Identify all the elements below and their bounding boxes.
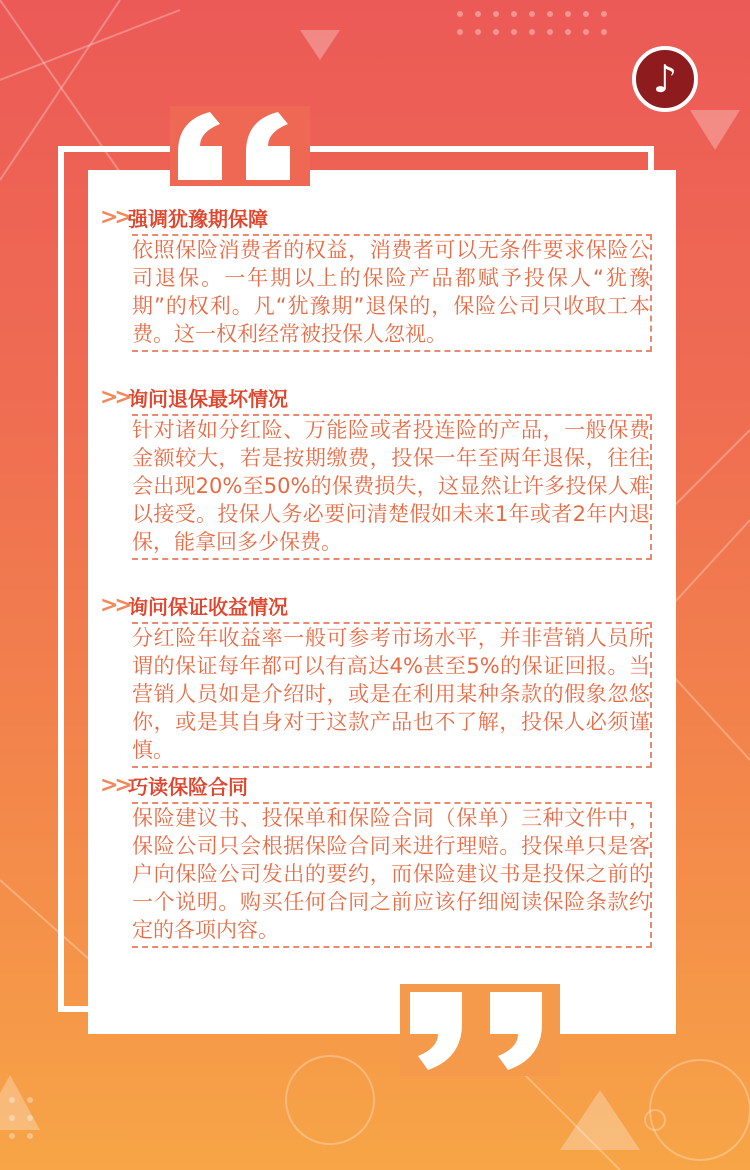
section-title: 巧读保险合同: [128, 774, 248, 799]
open-quote-icon: [170, 106, 310, 186]
section-guaranteed-return: [100, 590, 660, 768]
music-toggle-button[interactable]: [632, 46, 698, 112]
double-chevron-icon: >>: [100, 772, 129, 798]
section-body: 针对诸如分红险、万能险或者投连险的产品，一般保费金额较大，若是按期缴费，投保一年至两年退保，往往会出现20%至50%的保费损失，这显然让许多投保人难以接受。投保人务必要问清楚假如未来1年或者2年内退保，能拿回多少保费。: [132, 414, 652, 560]
close-quote-icon: [400, 984, 560, 1076]
music-note-icon: ♪: [652, 57, 678, 101]
section-title: 强调犹豫期保障: [128, 206, 268, 231]
double-chevron-icon: >>: [100, 592, 129, 618]
section-body: 保险建议书、投保单和保险合同（保单）三种文件中，保险公司只会根据保险合同来进行理赔。投保单只是客户向保险公司发出的要约，而保险建议书是投保之前的一个说明。购买任何合同之前应该仔细阅读保险条款约定的各项内容。: [132, 802, 652, 948]
section-cooling-off: [100, 202, 660, 352]
double-chevron-icon: >>: [100, 204, 129, 230]
section-body: 依照保险消费者的权益，消费者可以无条件要求保险公司退保。一年期以上的保险产品都赋予投保人“犹豫期”的权利。凡“犹豫期”退保的，保险公司只收取工本费。这一权利经常被投保人忽视。: [132, 234, 652, 352]
section-surrender-worst-case: [100, 382, 660, 560]
section-title: 询问退保最坏情况: [128, 386, 288, 411]
section-body: 分红险年收益率一般可参考市场水平，并非营销人员所谓的保证每年都可以有高达4%甚至5%的保证回报。当营销人员如是介绍时，或是在利用某种条款的假象忽悠你，或是其自身对于这款产品也不了解，投保人必须谨慎。: [132, 622, 652, 768]
double-chevron-icon: >>: [100, 384, 129, 410]
section-title: 询问保证收益情况: [128, 594, 288, 619]
section-read-contract: [100, 770, 660, 948]
